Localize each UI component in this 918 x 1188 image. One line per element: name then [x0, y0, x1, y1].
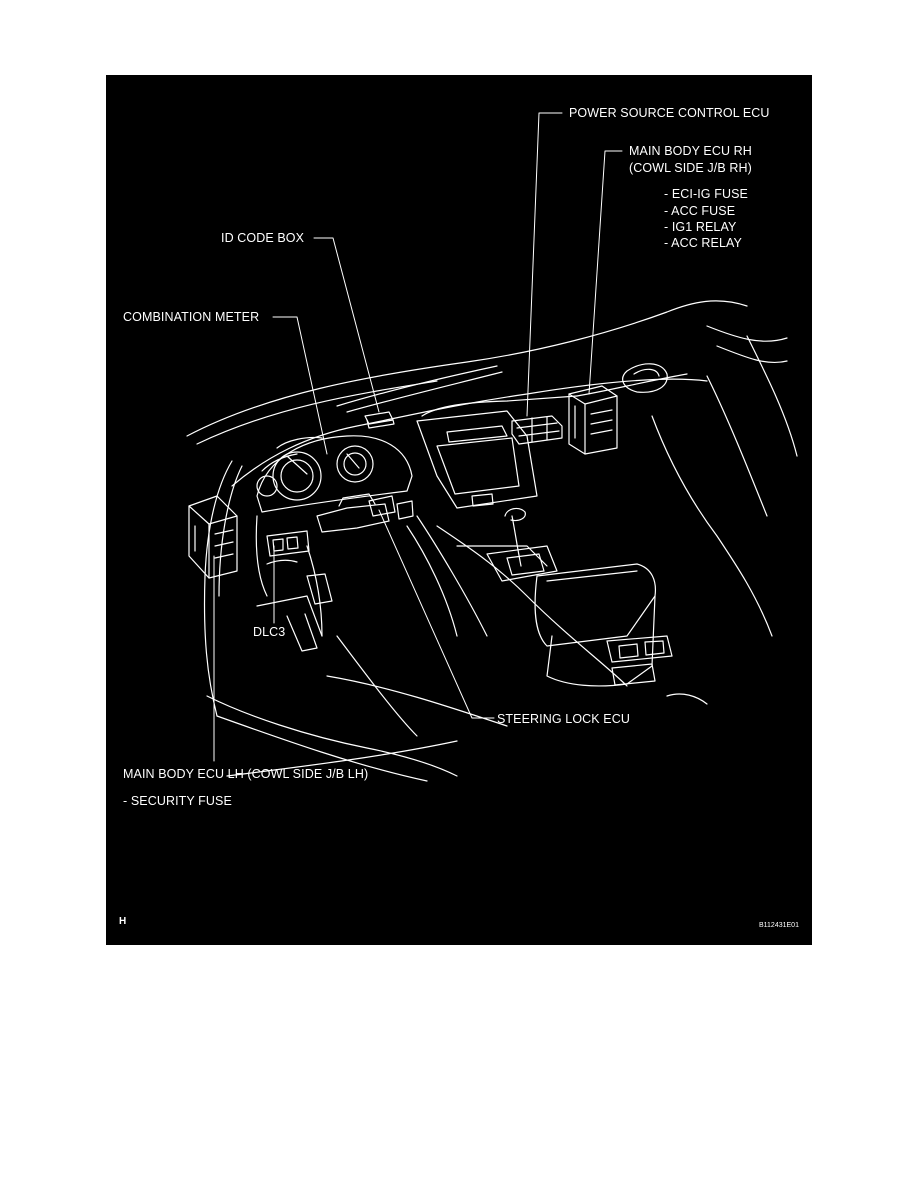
label-main-body-ecu-rh-cowl: (COWL SIDE J/B RH)	[629, 161, 752, 175]
center-display	[437, 438, 519, 494]
center-stack	[417, 411, 537, 508]
dash-rear-edge	[197, 381, 437, 444]
leader-main-body-rh	[589, 151, 622, 394]
label-security-fuse: - SECURITY FUSE	[123, 794, 232, 808]
dlc3-part	[267, 531, 309, 564]
rear-console-vents	[607, 636, 672, 685]
power-source-control-ecu-part	[512, 416, 562, 444]
leader-combination-meter	[273, 317, 327, 454]
label-acc-relay: - ACC RELAY	[664, 236, 742, 250]
steering-column	[317, 504, 389, 532]
figure-code: B112431E01	[759, 922, 799, 929]
label-main-body-ecu-rh: MAIN BODY ECU RH	[629, 144, 752, 158]
leader-steering-lock	[379, 510, 494, 718]
label-steering-lock-ecu: STEERING LOCK ECU	[497, 712, 630, 726]
label-dlc3: DLC3	[253, 625, 286, 639]
label-main-body-ecu-lh: MAIN BODY ECU LH (COWL SIDE J/B LH)	[123, 767, 369, 781]
label-acc-fuse: - ACC FUSE	[664, 204, 736, 218]
steering-lock-ecu-part	[369, 496, 395, 516]
label-power-source-control-ecu: POWER SOURCE CONTROL ECU	[569, 106, 770, 120]
right-door	[652, 416, 772, 636]
center-console	[535, 564, 655, 646]
floor-tunnel	[437, 526, 627, 686]
label-ig1-relay: - IG1 RELAY	[664, 220, 737, 234]
defroster-vent	[337, 366, 497, 406]
shift-lever	[512, 516, 521, 566]
label-id-code-box: ID CODE BOX	[221, 231, 305, 245]
label-combination-meter: COMBINATION METER	[123, 310, 260, 324]
leader-id-code-box	[314, 238, 379, 412]
combination-meter-part	[257, 436, 412, 512]
leader-power-source	[527, 113, 562, 416]
id-code-box-part	[365, 412, 394, 428]
corner-letter: H	[119, 916, 127, 927]
diagram-figure	[106, 75, 812, 945]
right-vent	[623, 364, 668, 392]
left-kick-panel	[207, 696, 457, 776]
label-eci-ig-fuse: - ECI-IG FUSE	[664, 187, 748, 201]
